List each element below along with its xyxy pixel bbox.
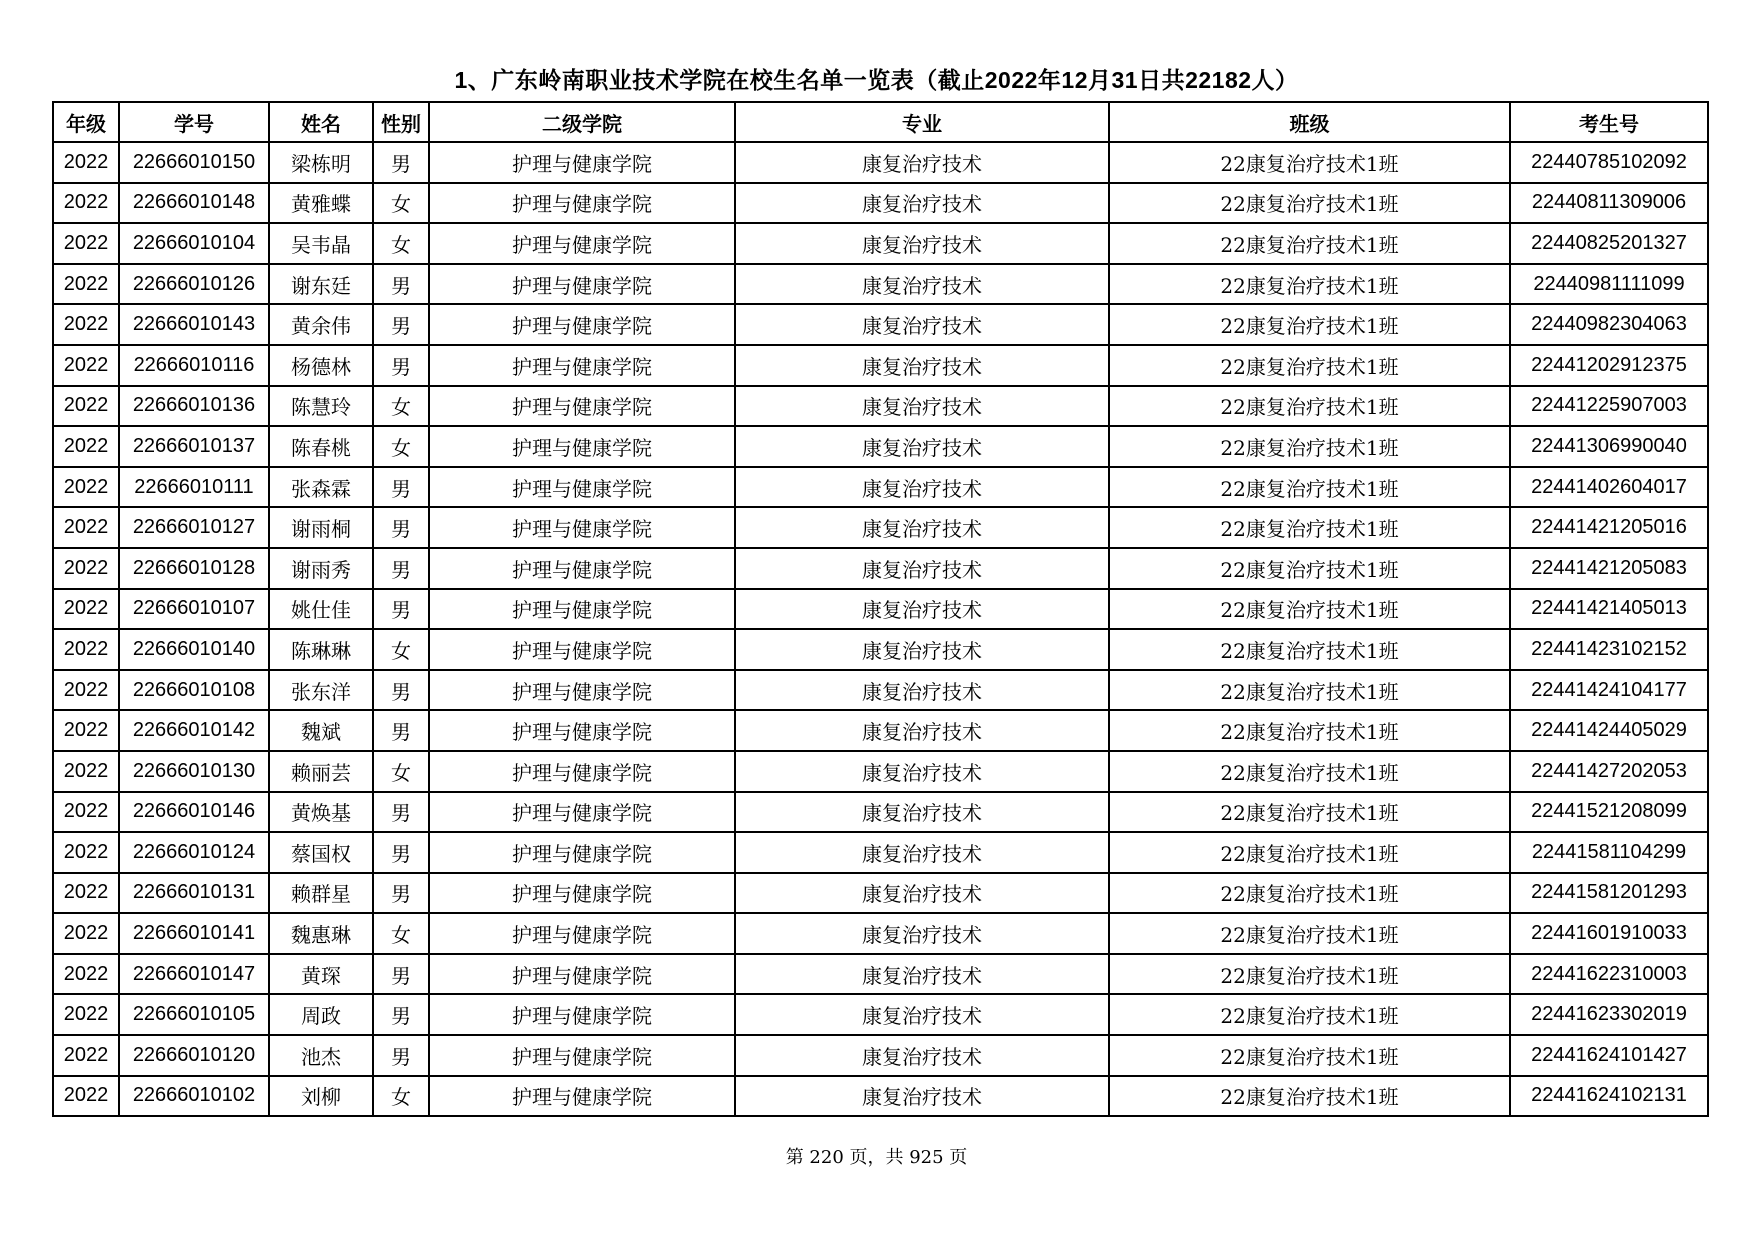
cell-gender: 男 <box>373 994 429 1035</box>
cell-student-id: 22666010147 <box>119 954 269 995</box>
table-row <box>53 792 1708 833</box>
table-row <box>53 142 1708 183</box>
cell-name: 魏惠琳 <box>269 913 373 954</box>
cell-gender: 男 <box>373 507 429 548</box>
cell-exam-number: 22440982304063 <box>1510 304 1708 345</box>
cell-student-id: 22666010120 <box>119 1035 269 1076</box>
cell-gender: 女 <box>373 386 429 427</box>
cell-class: 22康复治疗技术1班 <box>1109 792 1510 833</box>
table-row <box>53 913 1708 954</box>
cell-exam-number: 22441402604017 <box>1510 467 1708 508</box>
table-row <box>53 832 1708 873</box>
cell-class: 22康复治疗技术1班 <box>1109 670 1510 711</box>
column-header-student-id: 学号 <box>119 102 269 142</box>
table-row <box>53 386 1708 427</box>
cell-name: 梁栋明 <box>269 142 373 183</box>
cell-name: 赖群星 <box>269 873 373 914</box>
cell-major: 康复治疗技术 <box>735 670 1109 711</box>
cell-grade: 2022 <box>53 629 119 670</box>
cell-college: 护理与健康学院 <box>429 183 735 224</box>
cell-college: 护理与健康学院 <box>429 832 735 873</box>
cell-college: 护理与健康学院 <box>429 507 735 548</box>
cell-college: 护理与健康学院 <box>429 264 735 305</box>
cell-name: 陈琳琳 <box>269 629 373 670</box>
cell-major: 康复治疗技术 <box>735 751 1109 792</box>
cell-student-id: 22666010111 <box>119 467 269 508</box>
table-row <box>53 1035 1708 1076</box>
cell-student-id: 22666010143 <box>119 304 269 345</box>
cell-gender: 男 <box>373 548 429 589</box>
table-row <box>53 304 1708 345</box>
page-number: 第 220 页，共 925 页 <box>785 1147 968 1168</box>
cell-name: 谢雨桐 <box>269 507 373 548</box>
cell-exam-number: 22441424405029 <box>1510 710 1708 751</box>
table-row <box>53 1076 1708 1117</box>
cell-gender: 男 <box>373 954 429 995</box>
cell-student-id: 22666010140 <box>119 629 269 670</box>
cell-student-id: 22666010124 <box>119 832 269 873</box>
cell-major: 康复治疗技术 <box>735 548 1109 589</box>
cell-exam-number: 22441521208099 <box>1510 792 1708 833</box>
table-row <box>53 507 1708 548</box>
cell-class: 22康复治疗技术1班 <box>1109 589 1510 630</box>
cell-class: 22康复治疗技术1班 <box>1109 913 1510 954</box>
cell-major: 康复治疗技术 <box>735 304 1109 345</box>
column-header-college: 二级学院 <box>429 102 735 142</box>
cell-grade: 2022 <box>53 548 119 589</box>
cell-college: 护理与健康学院 <box>429 1076 735 1117</box>
table-row <box>53 183 1708 224</box>
table-row <box>53 426 1708 467</box>
cell-college: 护理与健康学院 <box>429 304 735 345</box>
cell-name: 谢雨秀 <box>269 548 373 589</box>
column-header-major: 专业 <box>735 102 1109 142</box>
cell-gender: 男 <box>373 670 429 711</box>
cell-class: 22康复治疗技术1班 <box>1109 873 1510 914</box>
cell-gender: 女 <box>373 751 429 792</box>
cell-exam-number: 22441427202053 <box>1510 751 1708 792</box>
cell-name: 杨德林 <box>269 345 373 386</box>
cell-student-id: 22666010126 <box>119 264 269 305</box>
cell-major: 康复治疗技术 <box>735 1076 1109 1117</box>
cell-class: 22康复治疗技术1班 <box>1109 1035 1510 1076</box>
cell-class: 22康复治疗技术1班 <box>1109 629 1510 670</box>
cell-exam-number: 22441623302019 <box>1510 994 1708 1035</box>
cell-student-id: 22666010146 <box>119 792 269 833</box>
cell-class: 22康复治疗技术1班 <box>1109 954 1510 995</box>
cell-grade: 2022 <box>53 223 119 264</box>
cell-major: 康复治疗技术 <box>735 467 1109 508</box>
cell-college: 护理与健康学院 <box>429 954 735 995</box>
table-row <box>53 994 1708 1035</box>
cell-gender: 女 <box>373 629 429 670</box>
cell-college: 护理与健康学院 <box>429 751 735 792</box>
cell-grade: 2022 <box>53 467 119 508</box>
cell-student-id: 22666010141 <box>119 913 269 954</box>
cell-name: 张森霖 <box>269 467 373 508</box>
cell-class: 22康复治疗技术1班 <box>1109 142 1510 183</box>
cell-gender: 男 <box>373 832 429 873</box>
table-header <box>53 102 1708 142</box>
cell-gender: 男 <box>373 467 429 508</box>
cell-major: 康复治疗技术 <box>735 386 1109 427</box>
cell-grade: 2022 <box>53 507 119 548</box>
cell-class: 22康复治疗技术1班 <box>1109 345 1510 386</box>
cell-college: 护理与健康学院 <box>429 426 735 467</box>
cell-gender: 女 <box>373 1076 429 1117</box>
cell-major: 康复治疗技术 <box>735 345 1109 386</box>
cell-student-id: 22666010128 <box>119 548 269 589</box>
cell-gender: 女 <box>373 426 429 467</box>
cell-grade: 2022 <box>53 913 119 954</box>
cell-college: 护理与健康学院 <box>429 710 735 751</box>
table-row <box>53 954 1708 995</box>
cell-class: 22康复治疗技术1班 <box>1109 1076 1510 1117</box>
cell-gender: 男 <box>373 1035 429 1076</box>
cell-student-id: 22666010131 <box>119 873 269 914</box>
cell-grade: 2022 <box>53 751 119 792</box>
cell-name: 赖丽芸 <box>269 751 373 792</box>
cell-name: 陈春桃 <box>269 426 373 467</box>
cell-exam-number: 22441581104299 <box>1510 832 1708 873</box>
cell-major: 康复治疗技术 <box>735 710 1109 751</box>
cell-grade: 2022 <box>53 386 119 427</box>
cell-exam-number: 22441421205016 <box>1510 507 1708 548</box>
cell-major: 康复治疗技术 <box>735 832 1109 873</box>
cell-college: 护理与健康学院 <box>429 223 735 264</box>
cell-exam-number: 22441306990040 <box>1510 426 1708 467</box>
cell-gender: 男 <box>373 345 429 386</box>
cell-college: 护理与健康学院 <box>429 467 735 508</box>
cell-college: 护理与健康学院 <box>429 792 735 833</box>
cell-grade: 2022 <box>53 304 119 345</box>
cell-major: 康复治疗技术 <box>735 183 1109 224</box>
cell-grade: 2022 <box>53 954 119 995</box>
cell-college: 护理与健康学院 <box>429 873 735 914</box>
cell-gender: 男 <box>373 873 429 914</box>
cell-class: 22康复治疗技术1班 <box>1109 467 1510 508</box>
cell-major: 康复治疗技术 <box>735 913 1109 954</box>
table-body <box>53 142 1708 1116</box>
page-title: 1、广东岭南职业技术学院在校生名单一览表（截止2022年12月31日共22182人） <box>454 67 1299 93</box>
cell-gender: 女 <box>373 913 429 954</box>
cell-class: 22康复治疗技术1班 <box>1109 994 1510 1035</box>
cell-gender: 男 <box>373 264 429 305</box>
cell-gender: 男 <box>373 589 429 630</box>
cell-gender: 男 <box>373 710 429 751</box>
column-header-class: 班级 <box>1109 102 1510 142</box>
cell-exam-number: 22441421205083 <box>1510 548 1708 589</box>
table-row <box>53 589 1708 630</box>
column-header-grade: 年级 <box>53 102 119 142</box>
column-header-exam-number: 考生号 <box>1510 102 1708 142</box>
cell-student-id: 22666010105 <box>119 994 269 1035</box>
cell-name: 谢东廷 <box>269 264 373 305</box>
cell-exam-number: 22441202912375 <box>1510 345 1708 386</box>
cell-student-id: 22666010136 <box>119 386 269 427</box>
cell-student-id: 22666010148 <box>119 183 269 224</box>
cell-college: 护理与健康学院 <box>429 142 735 183</box>
cell-class: 22康复治疗技术1班 <box>1109 183 1510 224</box>
cell-exam-number: 22441421405013 <box>1510 589 1708 630</box>
cell-name: 陈慧玲 <box>269 386 373 427</box>
cell-gender: 女 <box>373 183 429 224</box>
cell-major: 康复治疗技术 <box>735 629 1109 670</box>
cell-grade: 2022 <box>53 589 119 630</box>
cell-exam-number: 22440825201327 <box>1510 223 1708 264</box>
table-row <box>53 264 1708 305</box>
cell-class: 22康复治疗技术1班 <box>1109 426 1510 467</box>
table-row <box>53 629 1708 670</box>
cell-student-id: 22666010150 <box>119 142 269 183</box>
cell-grade: 2022 <box>53 792 119 833</box>
table-row <box>53 670 1708 711</box>
cell-class: 22康复治疗技术1班 <box>1109 507 1510 548</box>
table-row <box>53 710 1708 751</box>
cell-exam-number: 22441424104177 <box>1510 670 1708 711</box>
cell-major: 康复治疗技术 <box>735 589 1109 630</box>
cell-major: 康复治疗技术 <box>735 142 1109 183</box>
cell-exam-number: 22441624102131 <box>1510 1076 1708 1117</box>
cell-name: 周政 <box>269 994 373 1035</box>
cell-exam-number: 22441601910033 <box>1510 913 1708 954</box>
column-header-gender: 性别 <box>373 102 429 142</box>
column-header-name: 姓名 <box>269 102 373 142</box>
cell-name: 池杰 <box>269 1035 373 1076</box>
cell-grade: 2022 <box>53 183 119 224</box>
cell-exam-number: 22441423102152 <box>1510 629 1708 670</box>
cell-class: 22康复治疗技术1班 <box>1109 223 1510 264</box>
cell-grade: 2022 <box>53 1035 119 1076</box>
cell-grade: 2022 <box>53 142 119 183</box>
table-row <box>53 751 1708 792</box>
table-row <box>53 345 1708 386</box>
cell-student-id: 22666010104 <box>119 223 269 264</box>
cell-name: 吴韦晶 <box>269 223 373 264</box>
cell-gender: 男 <box>373 792 429 833</box>
header-row <box>53 102 1708 142</box>
cell-college: 护理与健康学院 <box>429 548 735 589</box>
cell-exam-number: 22440785102092 <box>1510 142 1708 183</box>
cell-college: 护理与健康学院 <box>429 1035 735 1076</box>
cell-name: 黄琛 <box>269 954 373 995</box>
cell-college: 护理与健康学院 <box>429 994 735 1035</box>
cell-student-id: 22666010102 <box>119 1076 269 1117</box>
cell-major: 康复治疗技术 <box>735 994 1109 1035</box>
cell-college: 护理与健康学院 <box>429 629 735 670</box>
cell-major: 康复治疗技术 <box>735 792 1109 833</box>
cell-name: 蔡国权 <box>269 832 373 873</box>
cell-major: 康复治疗技术 <box>735 223 1109 264</box>
cell-class: 22康复治疗技术1班 <box>1109 710 1510 751</box>
student-roster-table <box>52 101 1709 1117</box>
cell-class: 22康复治疗技术1班 <box>1109 548 1510 589</box>
cell-college: 护理与健康学院 <box>429 670 735 711</box>
cell-gender: 男 <box>373 142 429 183</box>
cell-major: 康复治疗技术 <box>735 873 1109 914</box>
cell-exam-number: 22441622310003 <box>1510 954 1708 995</box>
cell-exam-number: 22441581201293 <box>1510 873 1708 914</box>
cell-major: 康复治疗技术 <box>735 426 1109 467</box>
cell-college: 护理与健康学院 <box>429 345 735 386</box>
cell-college: 护理与健康学院 <box>429 589 735 630</box>
cell-gender: 女 <box>373 223 429 264</box>
cell-exam-number: 22441225907003 <box>1510 386 1708 427</box>
cell-name: 黄焕基 <box>269 792 373 833</box>
cell-grade: 2022 <box>53 873 119 914</box>
cell-name: 张东洋 <box>269 670 373 711</box>
cell-name: 魏斌 <box>269 710 373 751</box>
cell-class: 22康复治疗技术1班 <box>1109 386 1510 427</box>
cell-class: 22康复治疗技术1班 <box>1109 304 1510 345</box>
cell-grade: 2022 <box>53 670 119 711</box>
cell-exam-number: 22440811309006 <box>1510 183 1708 224</box>
table-row <box>53 223 1708 264</box>
cell-name: 姚仕佳 <box>269 589 373 630</box>
cell-student-id: 22666010107 <box>119 589 269 630</box>
table-row <box>53 548 1708 589</box>
cell-grade: 2022 <box>53 426 119 467</box>
cell-major: 康复治疗技术 <box>735 264 1109 305</box>
cell-class: 22康复治疗技术1班 <box>1109 832 1510 873</box>
cell-exam-number: 22440981111099 <box>1510 264 1708 305</box>
cell-grade: 2022 <box>53 345 119 386</box>
cell-class: 22康复治疗技术1班 <box>1109 264 1510 305</box>
cell-student-id: 22666010142 <box>119 710 269 751</box>
cell-student-id: 22666010127 <box>119 507 269 548</box>
cell-grade: 2022 <box>53 264 119 305</box>
cell-student-id: 22666010130 <box>119 751 269 792</box>
cell-name: 黄雅蝶 <box>269 183 373 224</box>
cell-name: 黄余伟 <box>269 304 373 345</box>
cell-student-id: 22666010116 <box>119 345 269 386</box>
cell-college: 护理与健康学院 <box>429 386 735 427</box>
cell-name: 刘柳 <box>269 1076 373 1117</box>
table-row <box>53 467 1708 508</box>
table-row <box>53 873 1708 914</box>
cell-major: 康复治疗技术 <box>735 1035 1109 1076</box>
cell-college: 护理与健康学院 <box>429 913 735 954</box>
cell-class: 22康复治疗技术1班 <box>1109 751 1510 792</box>
cell-grade: 2022 <box>53 710 119 751</box>
cell-gender: 男 <box>373 304 429 345</box>
cell-grade: 2022 <box>53 994 119 1035</box>
cell-major: 康复治疗技术 <box>735 507 1109 548</box>
cell-exam-number: 22441624101427 <box>1510 1035 1708 1076</box>
cell-major: 康复治疗技术 <box>735 954 1109 995</box>
cell-grade: 2022 <box>53 832 119 873</box>
cell-grade: 2022 <box>53 1076 119 1117</box>
cell-student-id: 22666010137 <box>119 426 269 467</box>
cell-student-id: 22666010108 <box>119 670 269 711</box>
